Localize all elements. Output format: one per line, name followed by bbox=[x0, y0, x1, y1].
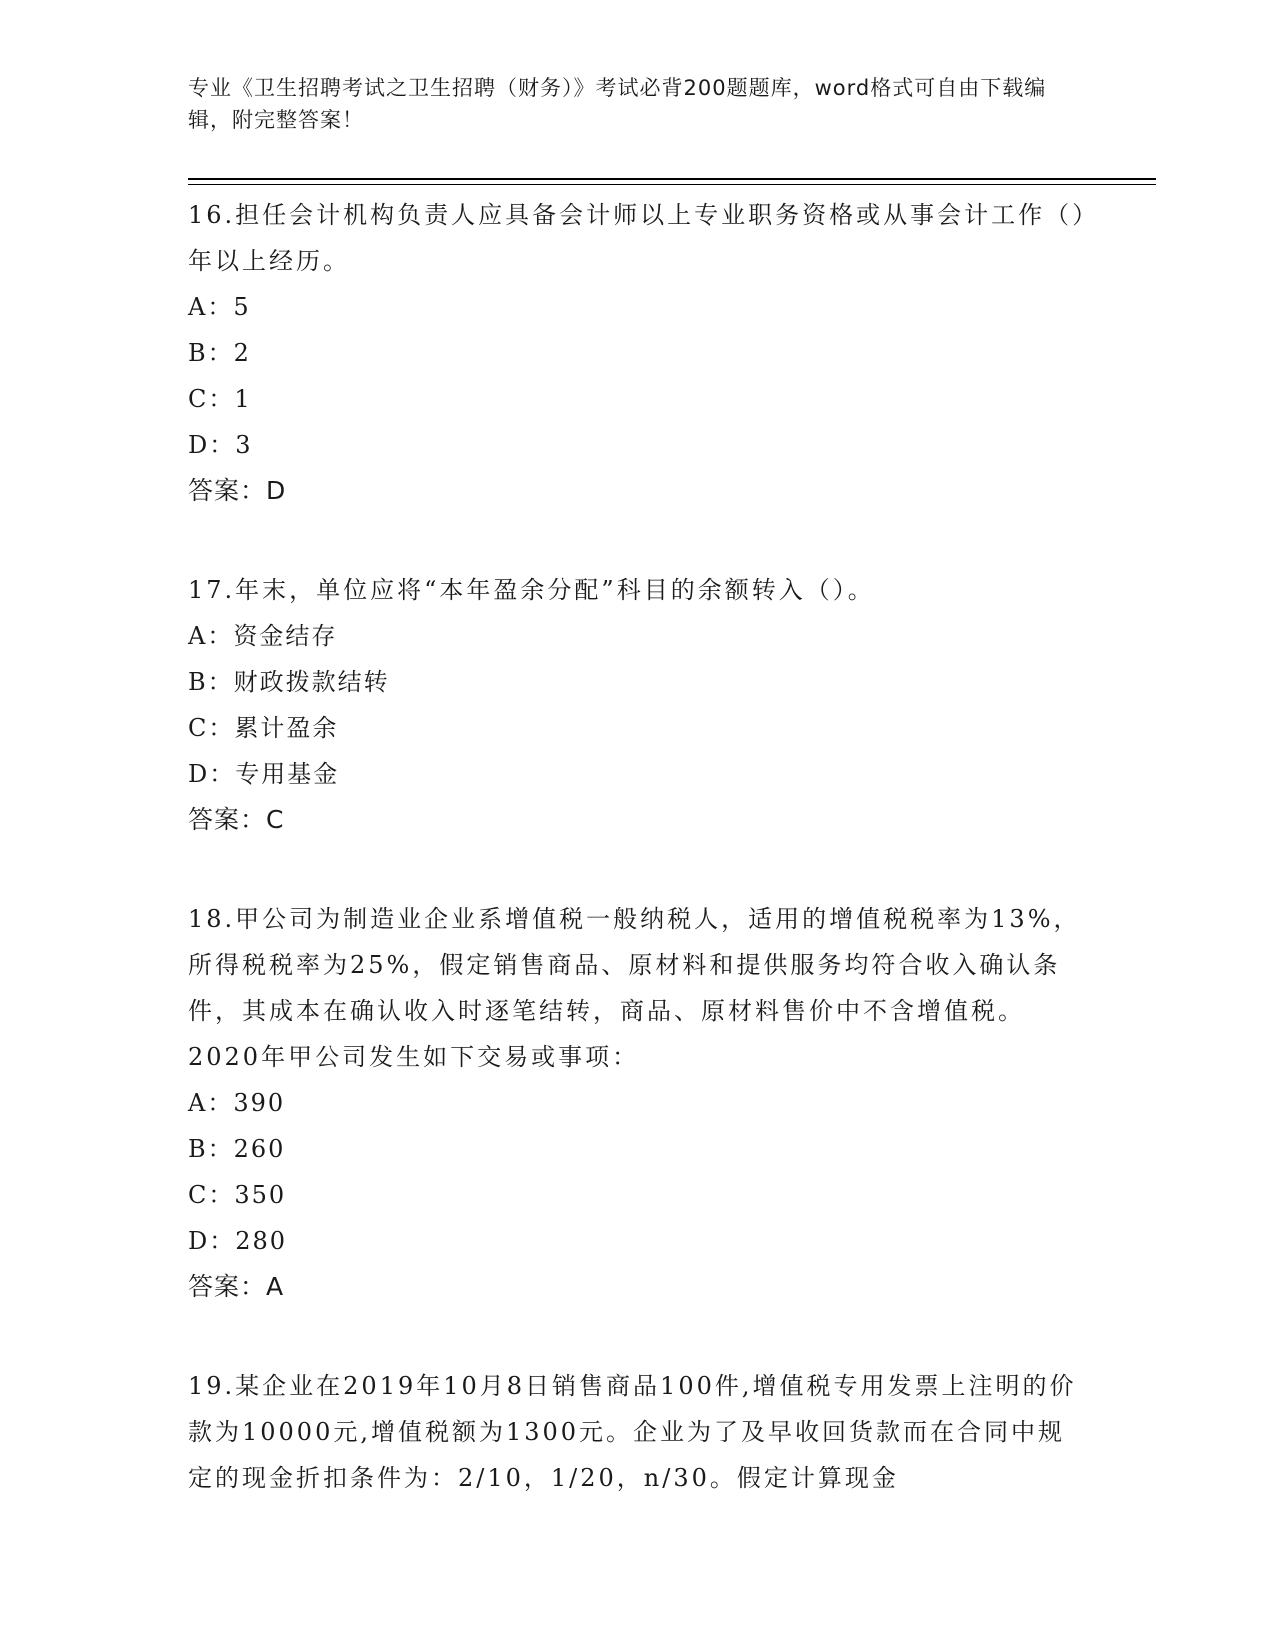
option-a: A：390 bbox=[188, 1089, 286, 1117]
option-b: B：2 bbox=[188, 339, 251, 367]
option-b: B：260 bbox=[188, 1135, 286, 1163]
question-list bbox=[188, 192, 1088, 1554]
question-stem: 19.某企业在2019年10月8日销售商品100件,增值税专用发票上注明的价款为10000元,增值税额为1300元。企业为了及早收回货款而在合同中规定的现金折扣条件为：2/10，1/20，n/30。假定计算现金 bbox=[188, 1372, 1077, 1492]
header-divider-thick bbox=[188, 178, 1156, 180]
option-a: A：5 bbox=[188, 293, 251, 321]
option-d: D：280 bbox=[188, 1227, 288, 1255]
question-stem: 16.担任会计机构负责人应具备会计师以上专业职务资格或从事会计工作（）年以上经历。 bbox=[188, 201, 1088, 275]
option-c: C：350 bbox=[188, 1181, 287, 1209]
question-16 bbox=[188, 192, 1088, 514]
page-header: 专业《卫生招聘考试之卫生招聘（财务）》考试必背200题题库，word格式可自由下载编辑，附完整答案！ bbox=[188, 76, 1047, 132]
question-18 bbox=[188, 896, 1088, 1310]
answer: 答案：C bbox=[188, 805, 285, 834]
option-c: C：1 bbox=[188, 385, 252, 413]
question-17 bbox=[188, 567, 1088, 843]
answer: 答案：A bbox=[188, 1272, 285, 1301]
option-b: B：财政拨款结转 bbox=[188, 668, 390, 696]
option-d: D：3 bbox=[188, 431, 253, 459]
answer: 答案：D bbox=[188, 476, 287, 505]
header-divider-thin bbox=[188, 184, 1156, 185]
question-stem: 17.年末，单位应将“本年盈余分配”科目的余额转入（）。 bbox=[188, 576, 875, 604]
question-19 bbox=[188, 1363, 1088, 1501]
option-d: D：专用基金 bbox=[188, 760, 340, 788]
option-a: A：资金结存 bbox=[188, 622, 338, 650]
question-stem: 18.甲公司为制造业企业系增值税一般纳税人，适用的增值税税率为13%，所得税税率为25%，假定销售商品、原材料和提供服务均符合收入确认条件，其成本在确认收入时逐笔结转，商品、原材料售价中不含增值税。2020年甲公司发生如下交易或事项： bbox=[188, 905, 1081, 1071]
option-c: C：累计盈余 bbox=[188, 714, 339, 742]
